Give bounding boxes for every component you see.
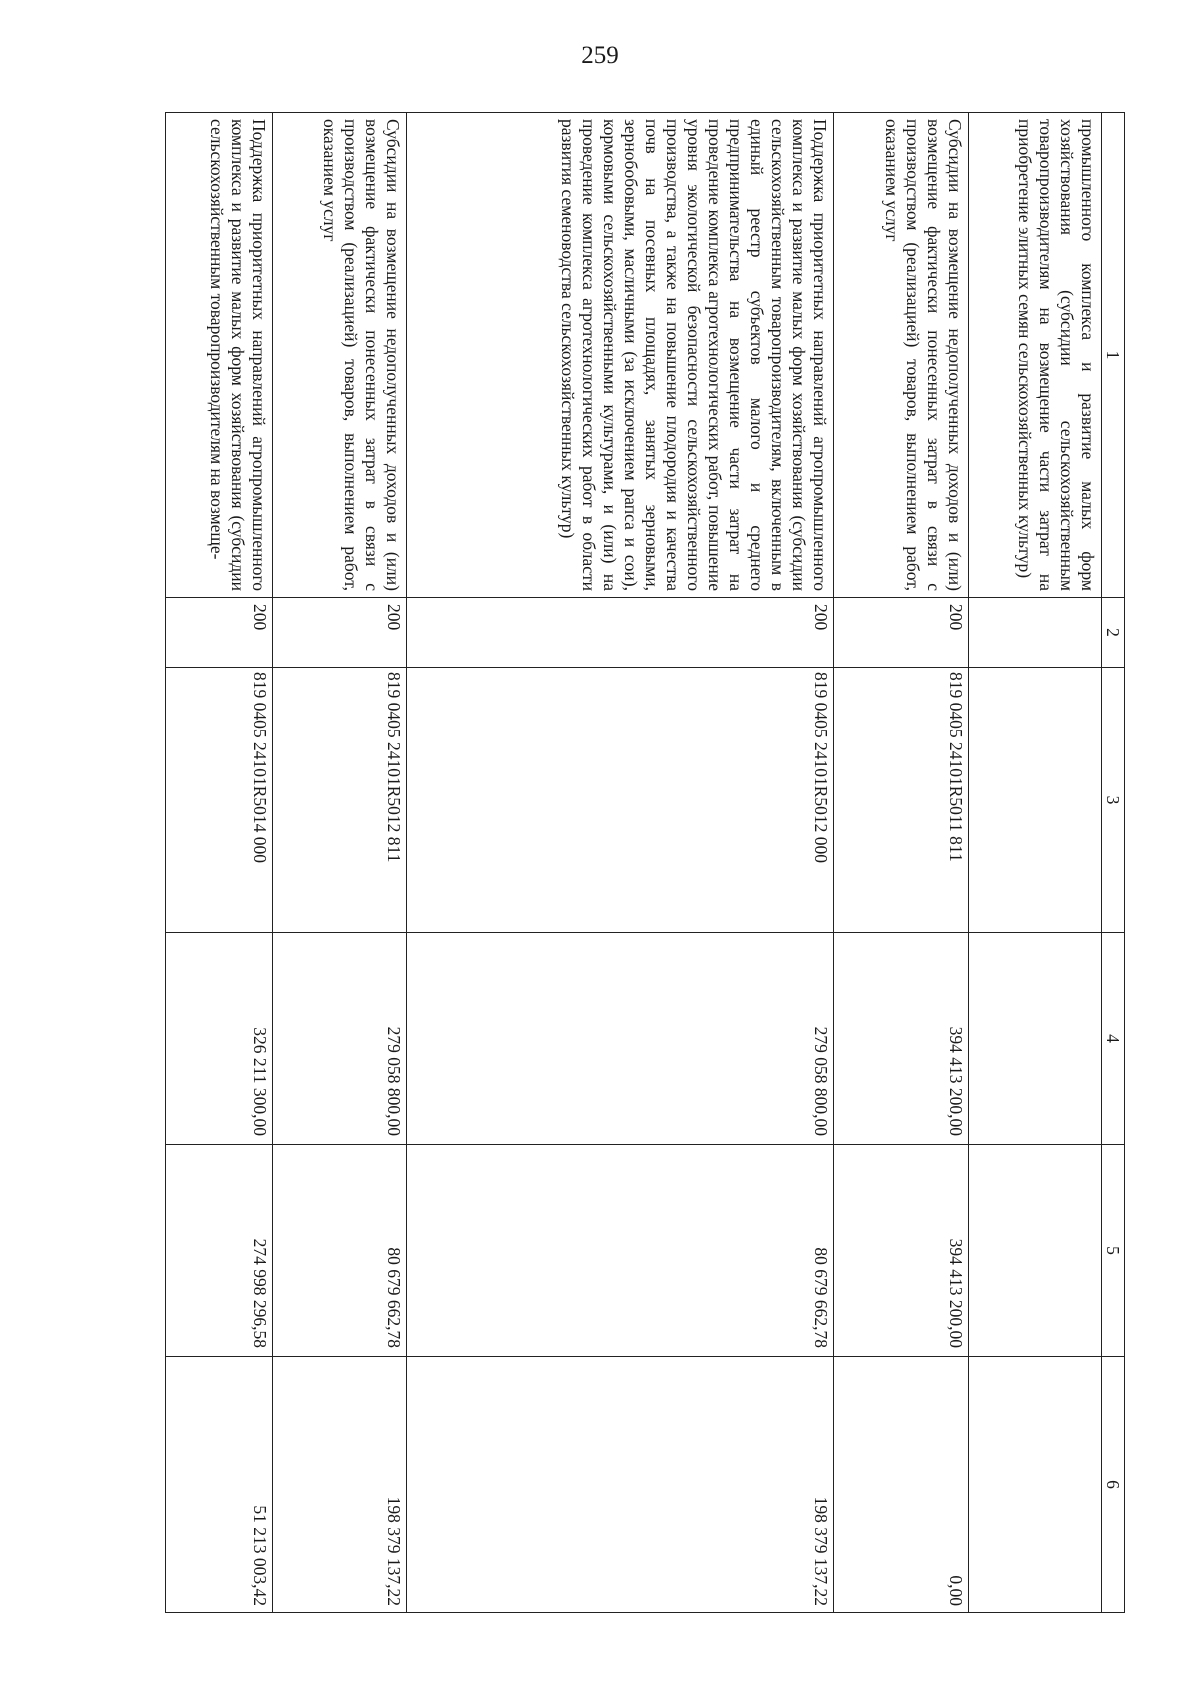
row-code: 200 [407, 598, 834, 668]
row-description: промышленного комплекса и развитие малых форм хозяйствования (субсидии сельскохозяйственным товаропроизводителям на возмещение части затрат на приобретение элитных семян сельскохозяйственных культур) [968, 113, 1101, 598]
page-number: 259 [581, 42, 619, 69]
table-row [407, 113, 834, 1613]
col-header-5: 5 [1102, 1145, 1125, 1357]
col-header-3: 3 [1102, 668, 1125, 933]
row-amount-remaining: 198 379 137,22 [272, 1357, 406, 1613]
rotated-table-container [165, 112, 1125, 1612]
row-description: Поддержка приоритетных направлений агропромышленного комплекса и развитие малых форм хозяйствования (субсидии сельскохозяйственным товаропроизводителям, включенным в единый реестр субъектов малого и среднего предпринимательства на возмещение части затрат на проведение комплекса агротехнологических работ, повышение уровня экологической безопасности сельскохозяйственного производства, а также на повышение плодородия и качества почв на посевных площадях, занятых зерновыми, зернобобовыми, масличными (за исключением рапса и сои), кормовыми сельскохозяйственными культурами, и (или) на проведение комплекса агротехнологических работ в области развития семеноводства сельскохозяйственных культур) [407, 113, 834, 598]
row-classification: 819 0405 24101R5012 811 [272, 668, 406, 933]
row-amount-planned [968, 933, 1101, 1145]
budget-table [165, 112, 1125, 1613]
col-header-6: 6 [1102, 1357, 1125, 1613]
row-amount-executed [968, 1145, 1101, 1357]
row-amount-executed: 80 679 662,78 [272, 1145, 406, 1357]
row-classification: 819 0405 24101R5014 000 [166, 668, 273, 933]
row-amount-remaining: 198 379 137,22 [407, 1357, 834, 1613]
row-amount-planned: 326 211 300,00 [166, 933, 273, 1145]
row-amount-executed: 80 679 662,78 [407, 1145, 834, 1357]
row-code: 200 [834, 598, 968, 668]
row-amount-remaining: 0,00 [834, 1357, 968, 1613]
row-amount-executed: 274 998 296,58 [166, 1145, 273, 1357]
row-amount-remaining: 51 213 003,42 [166, 1357, 273, 1613]
row-amount-planned: 394 413 200,00 [834, 933, 968, 1145]
table-header [1102, 113, 1125, 1613]
table-row [166, 113, 273, 1613]
col-header-2: 2 [1102, 598, 1125, 668]
row-amount-planned: 279 058 800,00 [407, 933, 834, 1145]
row-description: Субсидии на возмещение недополученных доходов и (или) возмещение фактически понесенных затрат в связи с производством (реализацией) товаров, выполнением работ, оказанием услуг [834, 113, 968, 598]
row-description: Субсидии на возмещение недополученных доходов и (или) возмещение фактически понесенных затрат в связи с производством (реализацией) товаров, выполнением работ, оказанием услуг [272, 113, 406, 598]
row-code [968, 598, 1101, 668]
row-amount-executed: 394 413 200,00 [834, 1145, 968, 1357]
col-header-1: 1 [1102, 113, 1125, 598]
table-row [968, 113, 1101, 1613]
row-classification: 819 0405 24101R5012 000 [407, 668, 834, 933]
col-header-4: 4 [1102, 933, 1125, 1145]
table-row [272, 113, 406, 1613]
row-amount-planned: 279 058 800,00 [272, 933, 406, 1145]
row-classification: 819 0405 24101R5011 811 [834, 668, 968, 933]
row-description: Поддержка приоритетных направлений агропромышленного комплекса и развитие малых форм хозяйствования (субсидии сельскохозяйственным товаропроизводителям на возмеще- [166, 113, 273, 598]
row-amount-remaining [968, 1357, 1101, 1613]
table-row [834, 113, 968, 1613]
row-code: 200 [272, 598, 406, 668]
row-code: 200 [166, 598, 273, 668]
row-classification [968, 668, 1101, 933]
